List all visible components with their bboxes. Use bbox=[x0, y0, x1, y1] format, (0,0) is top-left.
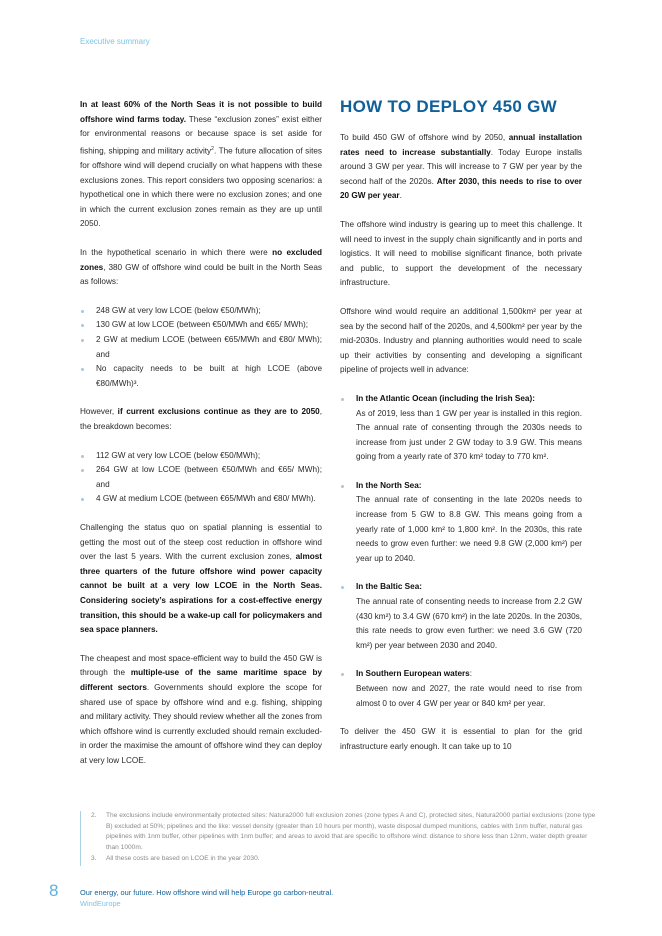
footnote-3: 3. All these costs are based on LCOE in the year 2030. bbox=[91, 855, 260, 862]
list-current-exclusions bbox=[80, 449, 322, 507]
list-item: 4 GW at medium LCOE (between €65/MWh and €80/ MWh). bbox=[80, 492, 322, 507]
left-column bbox=[80, 98, 322, 782]
footnote-2: 2. The exclusions include environmentally protected sites: Natura2000 full exclusion zones (zone types A and C), protected sites, Natura2000 partial exclusions (zone type B) excluded at 50%; pipelines and the like: vessel density (greater than 10 hours per month), waste disposal dumped munitions, cables with 1nm buffer, natural gas pipelines with 1nm buffer, other pipelines with 1nm buffer; and areas to avoid that are specific to offshore wind: distance to shore less than 12nm, water depth greater than 1000m. bbox=[91, 812, 596, 851]
list-item: 112 GW at very low LCOE (below €50/MWh); bbox=[80, 449, 322, 464]
footnote-ref-2: 2 bbox=[211, 145, 214, 152]
paragraph-sea-area: Offshore wind would require an additional 1,500km² per year at sea by the second half of the 2020s, and 4,500km² per year by the mid-2030s. Industry and planning authorities would need to scale up their activities by consenting and developing a significant pipeline of projects well in advance: bbox=[340, 306, 582, 375]
list-item: 2 GW at medium LCOE (between €65/MWh and €80/ MWh); and bbox=[80, 333, 322, 362]
list-item: 264 GW at low LCOE (between €50/MWh and €65/ MWh); and bbox=[80, 463, 322, 492]
region-heading: In the Atlantic Ocean (including the Irish Sea): bbox=[356, 393, 535, 403]
section-heading: HOW TO DEPLOY 450 GW bbox=[340, 97, 557, 116]
paragraph-industry: The offshore wind industry is gearing up to meet this challenge. It will need to invest in the supply chain significantly and in ports and logistics. It will need to mobilise significant finance, both private and public, to support the development of the necessary infrastructure. bbox=[340, 219, 582, 288]
list-no-exclusions bbox=[80, 304, 322, 392]
region-body: The annual rate of consenting in the late 2020s needs to increase from 5 GW to 8.8 GW. This means going from a yearly rate of 1,000 km² to 1,800 km². In the 2030s, this rate needs to grow even further: we need 9.8 GW (2,000 km²) per year up to 2040. bbox=[356, 495, 582, 563]
region-north-sea bbox=[340, 479, 582, 567]
right-column bbox=[340, 98, 582, 768]
footnotes bbox=[80, 811, 597, 866]
region-body: The annual rate of consenting needs to increase from 2.2 GW (430 km²) to 3.4 GW (670 km²) in the late 2020s. In the 2030s, this rate needs to grow even further: we need 3.6 GW (720 km²) per year between 2030 and 2040. bbox=[356, 597, 582, 650]
region-heading: In the North Sea: bbox=[356, 480, 422, 490]
region-southern-europe bbox=[340, 667, 582, 711]
footer-organization: WindEurope bbox=[80, 899, 121, 908]
paragraph-current-exclusions: However, if current exclusions continue as they are to 2050, the breakdown becomes: bbox=[80, 407, 322, 432]
paragraph-multiple-use: The cheapest and most space-efficient way to build the 450 GW is through the multiple-use of the same maritime space by different sectors. Governments should explore the scope for shared use of space by offshore wind and e.g. fishing, shipping and military activity. They should review whether all the zones from which offshore wind is currently excluded should remain excluded- in order the maximise the amount of offshore wind they can deploy at very low LCOE. bbox=[80, 653, 323, 765]
page-number: 8 bbox=[49, 881, 59, 900]
paragraph-grid: To deliver the 450 GW it is essential to plan for the grid infrastructure early enough. It can take up to 10 bbox=[340, 727, 582, 751]
region-baltic bbox=[340, 580, 582, 653]
region-body: Between now and 2027, the rate would need to rise from almost 0 to over 4 GW per year or 840 km² per year. bbox=[356, 684, 582, 708]
section-label: Executive summary bbox=[80, 37, 150, 46]
list-item: No capacity needs to be built at high LCOE (above €80/MWh)³. bbox=[80, 362, 322, 391]
paragraph-spatial-planning: Challenging the status quo on spatial planning is essential to getting the most out of the steep cost reduction in offshore wind over the last 5 years. With the current exclusion zones, almost three quarters of the future offshore wind power capacity cannot be built at a very low LCOE in the North Seas. Considering society’s aspirations for a cost-effective energy transition, this should be a wake-up call for policymakers and sea space planners. bbox=[80, 522, 322, 635]
list-item: 130 GW at low LCOE (between €50/MWh and €65/ MWh); bbox=[80, 318, 322, 333]
paragraph-hypothetical-scenario: In the hypothetical scenario in which there were no excluded zones, 380 GW of offshore wind could be built in the North Seas as follows: bbox=[80, 248, 322, 287]
paragraph-exclusion-zones: In at least 60% of the North Seas it is not possible to build offshore wind farms today. These “exclusion zones” exist either for environmental reasons or because space is set aside for fishing, shipping and military activity$^2$. The future allocation of sites for offshore wind will depend crucially on what happens with these exclusions zones. This report considers two opposing scenarios: a hypothetical one in which there were no exclusion zones; and one in which the current exclusion zones remain as they are up until 2050. bbox=[80, 100, 323, 229]
region-body: As of 2019, less than 1 GW per year is installed in this region. The annual rate of consenting through the 2030s needs to increase from just under 2 GW today to 3.9 GW. This means going from a yearly rate of 370 km² today to 770 km². bbox=[356, 408, 582, 462]
region-heading: In Southern European waters: bbox=[356, 669, 473, 679]
list-item: 248 GW at very low LCOE (below €50/MWh); bbox=[80, 304, 322, 319]
region-heading: In the Baltic Sea: bbox=[356, 582, 422, 592]
paragraph-installation-rates: To build 450 GW of offshore wind by 2050, annual installation rates need to increase substantially. Today Europe installs around 3 GW per year. This will increase to 7 GW per year by the second half of the 2020s. After 2030, this needs to rise to over 20 GW per year. bbox=[340, 133, 582, 201]
footer-title: Our energy, our future. How offshore wind will help Europe go carbon-neutral. bbox=[80, 888, 334, 897]
region-atlantic bbox=[340, 392, 582, 465]
